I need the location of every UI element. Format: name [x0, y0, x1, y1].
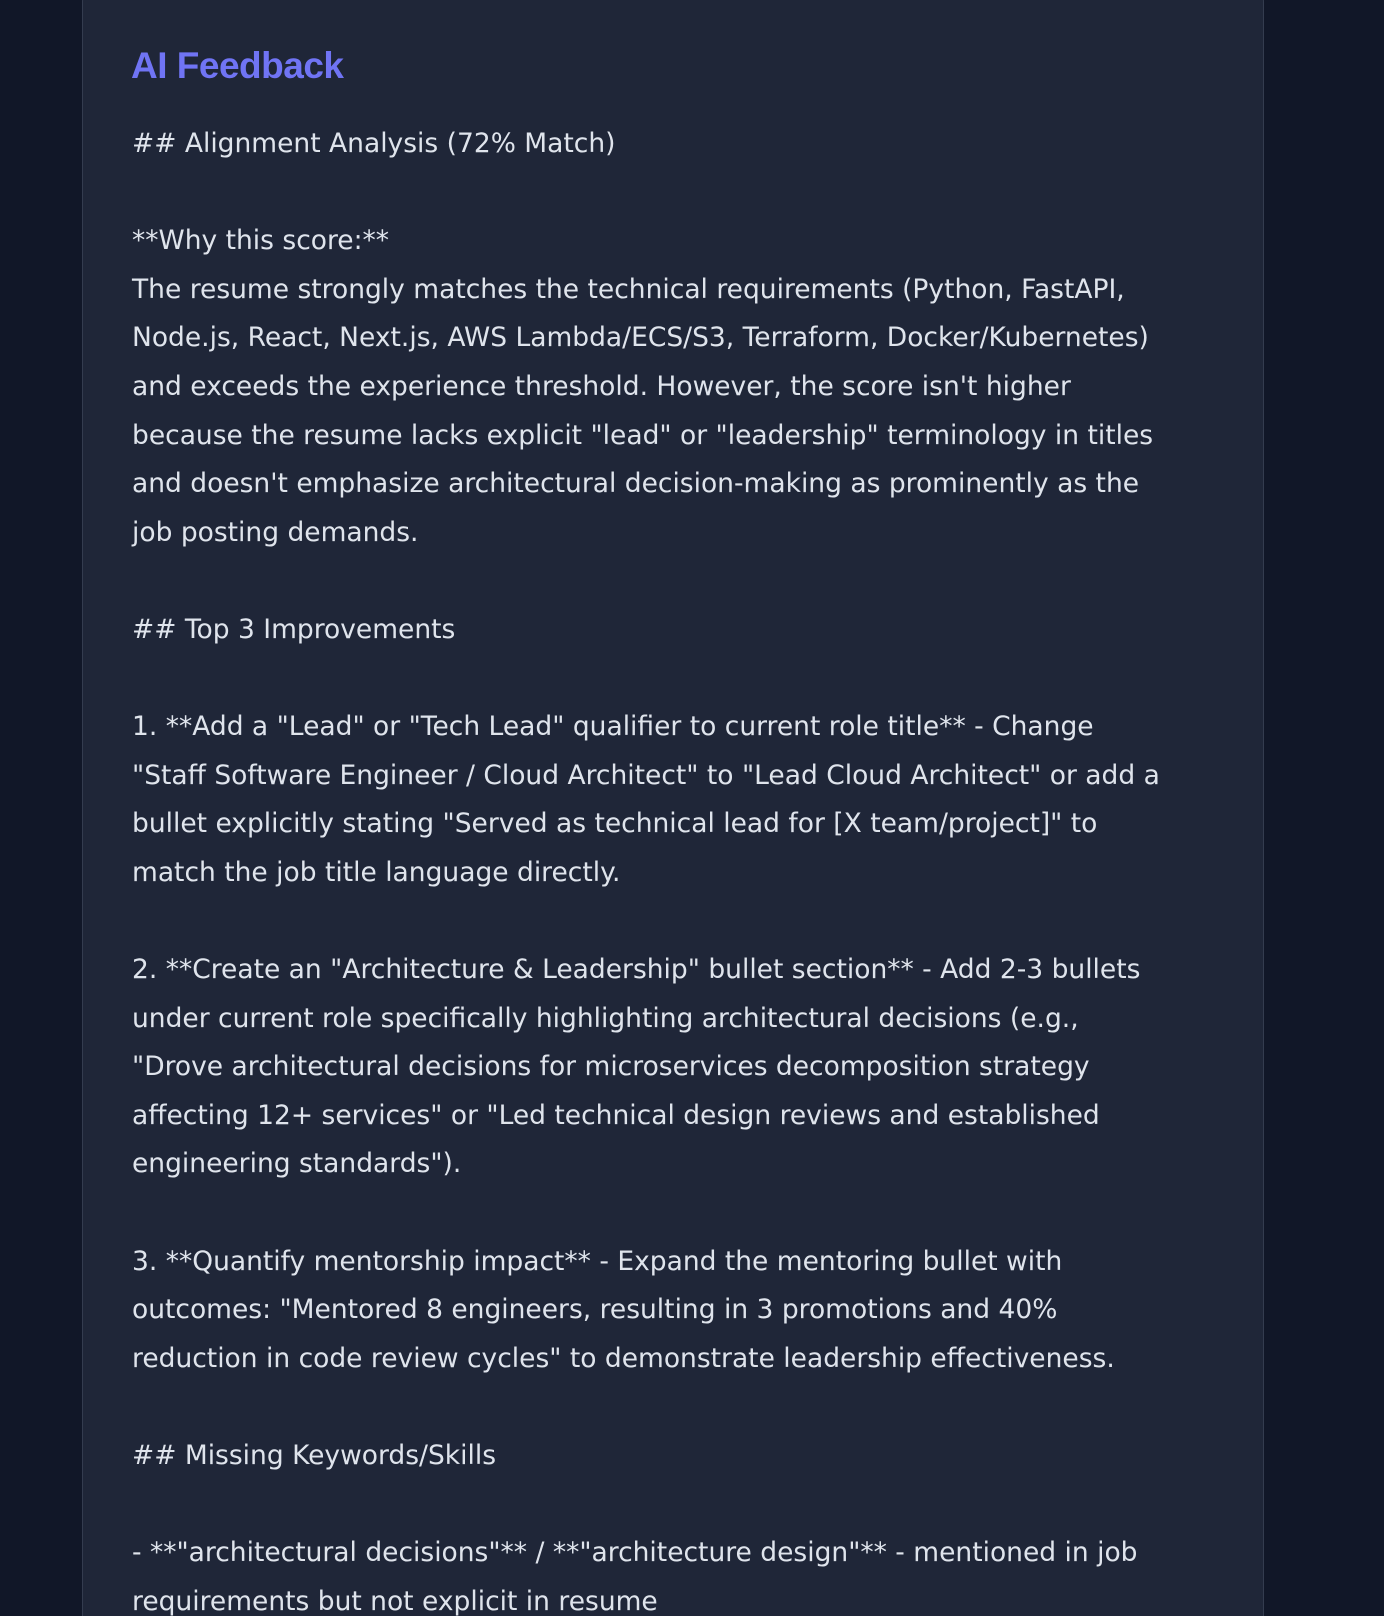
ai-feedback-title: AI Feedback: [131, 45, 344, 86]
ai-feedback-text: ## Alignment Analysis (72% Match) **Why this score:** The resume strongly matches the technical requirements (Python, FastAPI, Node.js, React, Next.js, AWS Lambda/ECS/S3, Terraform, Docker/Kubernetes) and exceeds the experience threshold. However, the score isn't higher because the resume lacks explicit "lead" or "leadership" terminology in titles and doesn't emphasize architectural decision-making as prominently as the job posting demands. ## Top 3 Improvements 1. **Add a "Lead" or "Tech Lead" qualifier to current role title** - Change "Staff Software Engineer / Cloud Architect" to "Lead Cloud Architect" or add a bullet explicitly stating "Served as technical lead for [X team/project]" to match the job title language directly. 2. **Create an "Architecture & Leadership" bullet section** - Add 2-3 bullets under current role specifically highlighting architectural decisions (e.g., "Drove architectural decisions for microservices decomposition strategy affecting 12+ services" or "Led technical design reviews and established engineering standards"). 3. **Quantify mentorship impact** - Expand the mentoring bullet with outcomes: "Mentored 8 engineers, resulting in 3 promotions and 40% reduction in code review cycles" to demonstrate leadership effectiveness. ## Missing Keywords/Skills - **"architectural decisions"** / **"architecture design"** - mentioned in job requirements but not explicit in resume: [132, 128, 1160, 1616]
